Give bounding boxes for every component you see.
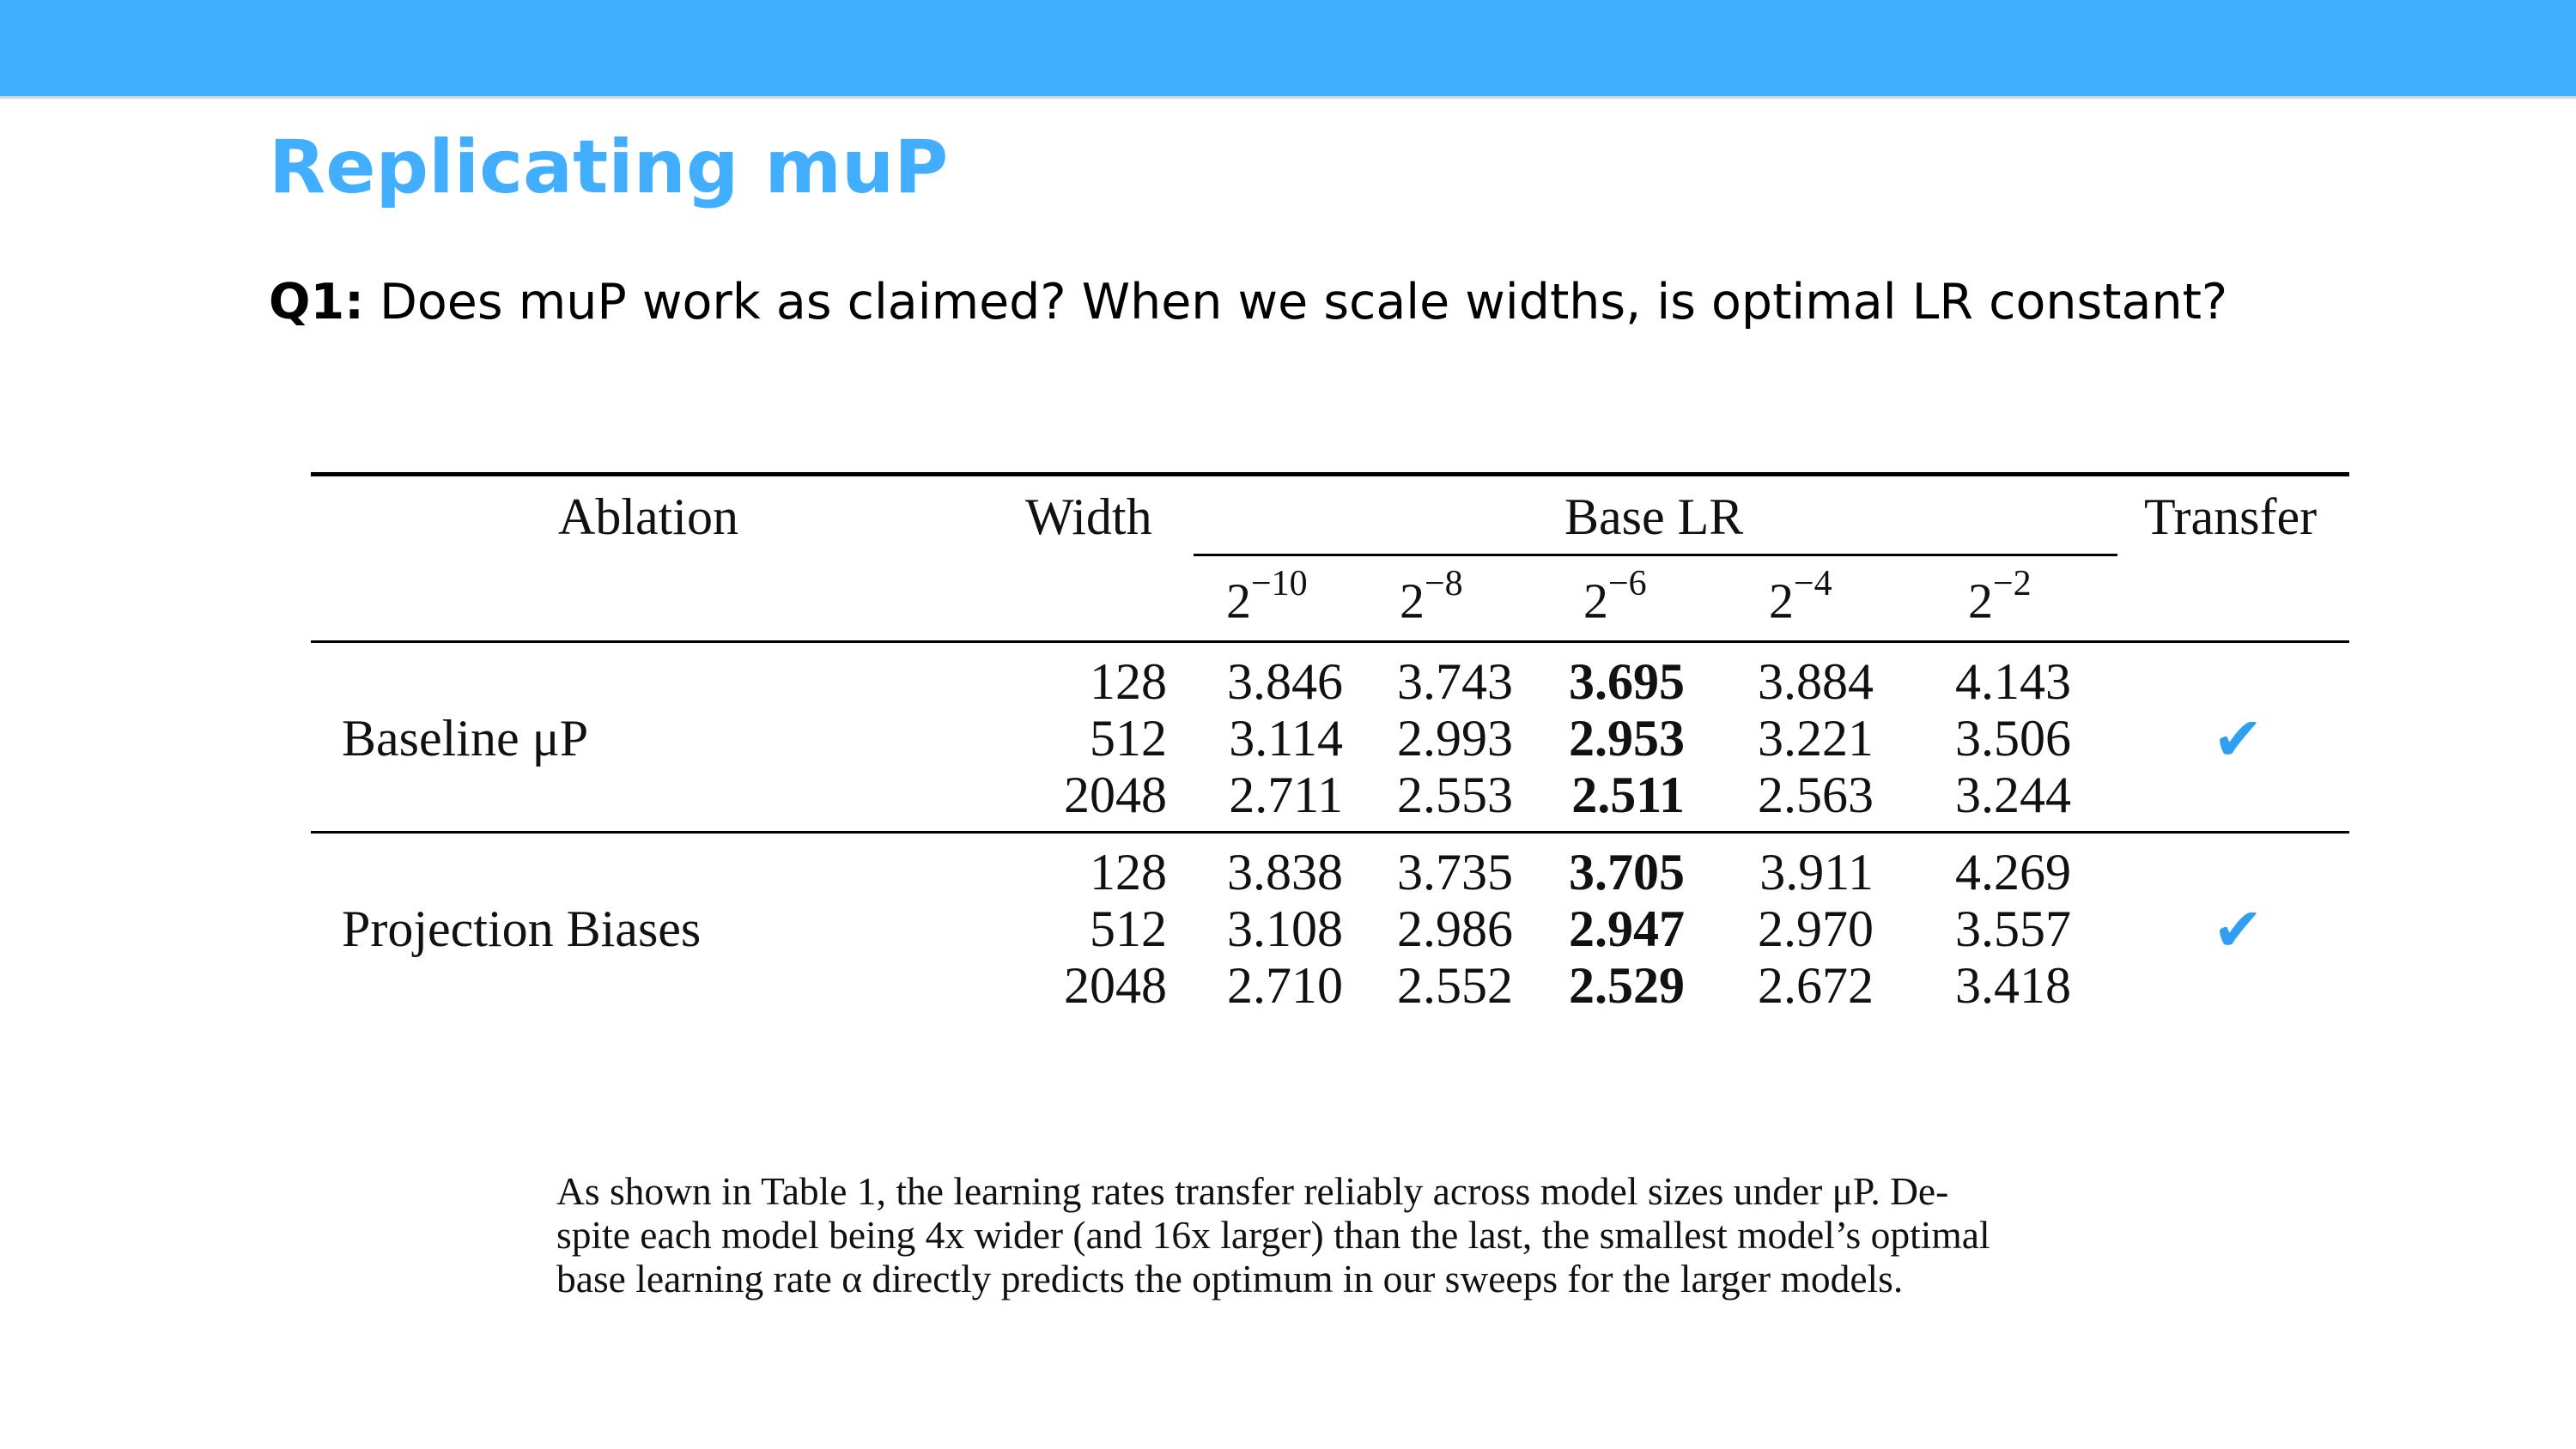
loss-value: 3.114 — [1229, 710, 1343, 767]
ablation-name: Baseline μP — [342, 710, 589, 767]
loss-value: 2.553 — [1397, 767, 1513, 823]
loss-value: 3.221 — [1758, 710, 1874, 767]
loss-value: 3.846 — [1227, 653, 1343, 710]
question-text: Does muP work as claimed? When we scale widths, is optimal LR constant? — [363, 274, 2228, 330]
lr-base: 2 — [1226, 573, 1251, 629]
lr-column-header — [1400, 561, 1463, 628]
lr-exponent: −2 — [1993, 564, 2032, 603]
width-value: 2048 — [1064, 767, 1167, 823]
lr-column-header — [1226, 561, 1308, 628]
loss-value: 3.911 — [1759, 844, 1874, 900]
width-value: 512 — [1090, 900, 1167, 957]
group-separator-rule — [311, 831, 2349, 834]
checkmark-icon: ✔ — [2213, 704, 2263, 774]
lr-base: 2 — [1769, 573, 1794, 629]
loss-value: 3.506 — [1955, 710, 2071, 767]
loss-value: 2.953 — [1569, 710, 1685, 767]
loss-value: 3.418 — [1955, 957, 2071, 1014]
lr-column-header — [1968, 561, 2032, 628]
caption-line: base learning rate α directly predicts the optimum in our sweeps for the larger models. — [556, 1257, 1904, 1300]
lr-exponent: −6 — [1608, 564, 1647, 603]
header-ablation: Ablation — [558, 488, 738, 545]
ablation-name: Projection Biases — [342, 900, 702, 957]
loss-value: 3.705 — [1569, 844, 1685, 900]
checkmark-icon: ✔ — [2213, 894, 2263, 965]
loss-value: 2.993 — [1397, 710, 1513, 767]
loss-value: 4.143 — [1955, 653, 2071, 710]
lr-exponent: −4 — [1794, 564, 1832, 603]
loss-value: 2.529 — [1569, 957, 1685, 1014]
width-value: 128 — [1090, 653, 1167, 710]
width-value: 512 — [1090, 710, 1167, 767]
loss-value: 3.557 — [1955, 900, 2071, 957]
table-top-rule — [311, 472, 2349, 476]
header-bottom-rule — [311, 640, 2349, 643]
width-value: 2048 — [1064, 957, 1167, 1014]
base-lr-rule — [1194, 554, 2117, 556]
loss-value: 3.108 — [1227, 900, 1343, 957]
slide-title: Replicating muP — [269, 124, 949, 210]
loss-value: 2.986 — [1397, 900, 1513, 957]
loss-value: 4.269 — [1955, 844, 2071, 900]
header-bar — [0, 0, 2576, 99]
loss-value: 2.563 — [1758, 767, 1874, 823]
lr-exponent: −10 — [1251, 564, 1308, 603]
caption-line: As shown in Table 1, the learning rates transfer reliably across model sizes under μP. De- — [556, 1169, 1949, 1213]
loss-value: 3.838 — [1227, 844, 1343, 900]
header-transfer: Transfer — [2144, 488, 2318, 545]
lr-column-header — [1769, 561, 1832, 628]
question-line — [269, 273, 2227, 331]
lr-exponent: −8 — [1425, 564, 1463, 603]
width-value: 128 — [1090, 844, 1167, 900]
lr-base: 2 — [1400, 573, 1425, 629]
loss-value: 3.743 — [1397, 653, 1513, 710]
loss-value: 2.511 — [1571, 767, 1685, 823]
loss-value: 2.711 — [1229, 767, 1343, 823]
table-caption — [556, 1169, 2136, 1300]
header-width: Width — [1025, 488, 1152, 545]
loss-value: 2.947 — [1569, 900, 1685, 957]
lr-column-header — [1583, 561, 1647, 628]
caption-line: spite each model being 4x wider (and 16x larger) than the last, the smallest model’s optimal — [556, 1213, 1990, 1257]
lr-base: 2 — [1968, 573, 1993, 629]
loss-value: 3.695 — [1569, 653, 1685, 710]
loss-value: 3.884 — [1758, 653, 1874, 710]
header-base-lr: Base LR — [1564, 488, 1744, 545]
loss-value: 3.244 — [1955, 767, 2071, 823]
lr-base: 2 — [1583, 573, 1608, 629]
loss-value: 3.735 — [1397, 844, 1513, 900]
results-table — [311, 470, 2349, 1020]
loss-value: 2.970 — [1758, 900, 1874, 957]
loss-value: 2.672 — [1758, 957, 1874, 1014]
loss-value: 2.710 — [1227, 957, 1343, 1014]
loss-value: 2.552 — [1397, 957, 1513, 1014]
question-label: Q1: — [269, 274, 364, 330]
